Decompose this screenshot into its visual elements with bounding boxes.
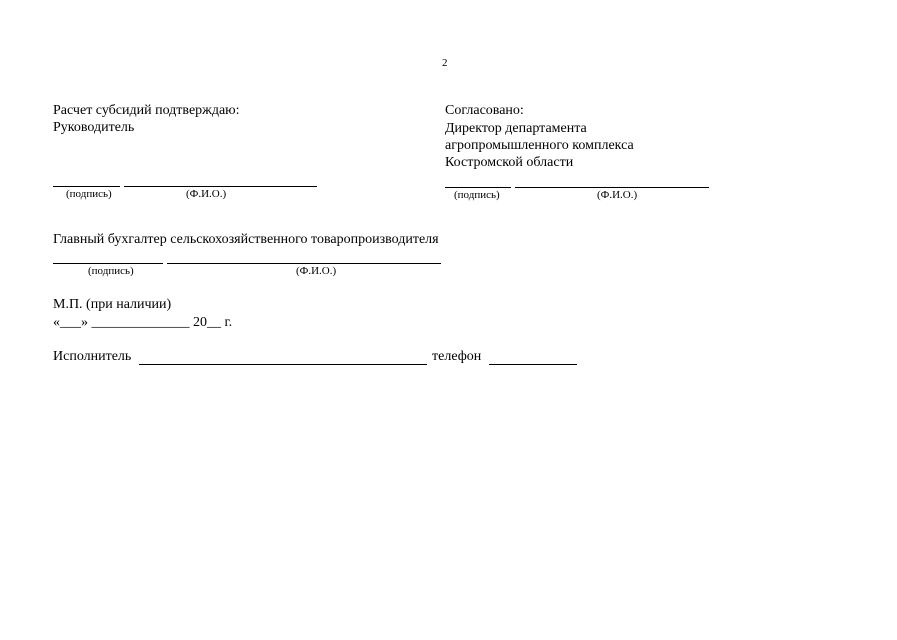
right-block-position-line2: агропромышленного комплекса bbox=[445, 138, 634, 153]
right-name-caption: (Ф.И.О.) bbox=[597, 189, 638, 201]
left-block-position: Руководитель bbox=[53, 120, 135, 135]
left-signature-caption: (подпись) bbox=[66, 188, 112, 200]
left-name-caption: (Ф.И.О.) bbox=[186, 188, 227, 200]
right-block-position-line3: Костромской области bbox=[445, 155, 574, 170]
right-name-line bbox=[515, 187, 709, 188]
left-signature-line bbox=[53, 186, 120, 187]
executor-name-line bbox=[139, 364, 427, 365]
right-signature-caption: (подпись) bbox=[454, 189, 500, 201]
phone-number-line bbox=[489, 364, 577, 365]
date-line: «___» ______________ 20__ г. bbox=[53, 315, 233, 330]
accountant-signature-line bbox=[53, 263, 163, 264]
accountant-name-line bbox=[167, 263, 441, 264]
right-block-heading: Согласовано: bbox=[445, 103, 524, 118]
executor-label: Исполнитель bbox=[53, 349, 132, 364]
right-signature-line bbox=[445, 187, 511, 188]
right-block-position-line1: Директор департамента bbox=[445, 121, 587, 136]
left-block-heading: Расчет субсидий подтверждаю: bbox=[53, 103, 240, 118]
stamp-label: М.П. (при наличии) bbox=[53, 297, 172, 312]
accountant-title: Главный бухгалтер сельскохозяйственного товаропроизводителя bbox=[53, 232, 439, 247]
left-name-line bbox=[124, 186, 317, 187]
accountant-signature-caption: (подпись) bbox=[88, 265, 134, 277]
phone-label: телефон bbox=[432, 349, 482, 364]
page-number: 2 bbox=[442, 57, 448, 69]
accountant-name-caption: (Ф.И.О.) bbox=[296, 265, 337, 277]
